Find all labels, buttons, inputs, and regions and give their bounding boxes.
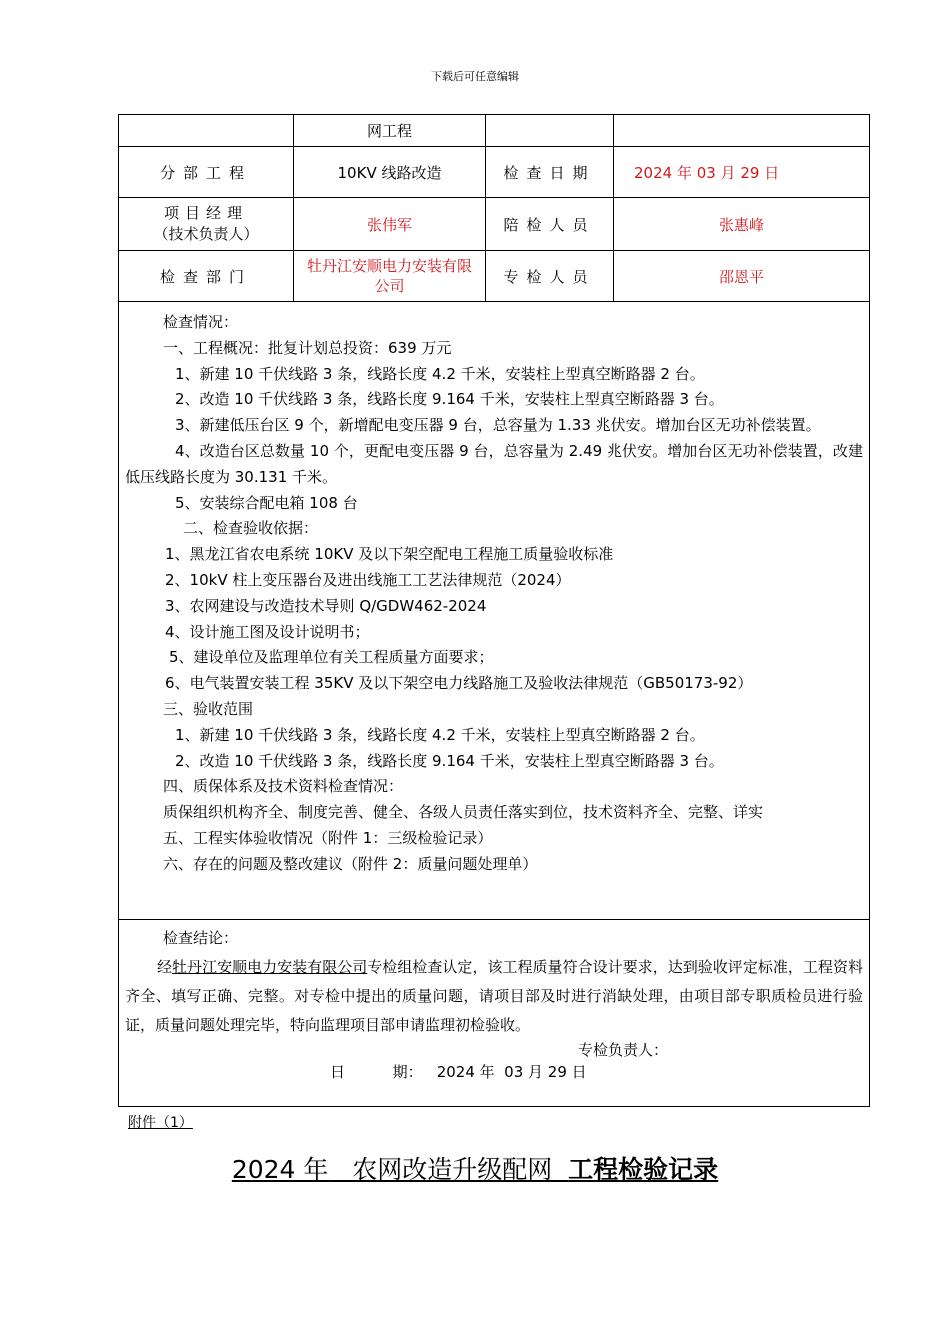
- inspection-dept-label: 检查部门: [119, 251, 294, 302]
- empty-cell: [614, 115, 870, 147]
- signer-label: 专检负责人：: [578, 1041, 669, 1059]
- bottom-title-year: 2024 年: [231, 1155, 329, 1184]
- issues-suggestions: 六、存在的问题及整改建议（附件 2：质量问题处理单）: [163, 854, 538, 873]
- project-manager-label: [119, 198, 294, 251]
- inspection-date-value: 2024 年 03 月 29 日: [614, 147, 870, 198]
- basis-item: 1、黑龙江省农电系统 10KV 及以下架空配电工程施工质量验收标准: [165, 545, 614, 564]
- conclusion-company: 牡丹江安顺电力安装有限公司: [172, 958, 368, 976]
- inspection-date-label: 检查日期: [486, 147, 614, 198]
- overview-item: 2、改造 10 千伏线路 3 条，线路长度 9.164 千米，安装柱上型真空断路器 3 台。: [175, 390, 724, 409]
- basis-item: 4、设计施工图及设计说明书；: [165, 622, 370, 641]
- inspection-situation: [119, 302, 870, 920]
- accompanying-value: 张惠峰: [614, 198, 870, 251]
- situation-heading: 检查情况：: [163, 313, 239, 331]
- project-manager-value: 张伟军: [294, 198, 486, 251]
- overview-item: 4、改造台区总数量 10 个，更配电变压器 9 台，总容量为 2.49 兆伏安。增加台区无功补偿装置，改建低压线路长度为 30.131 千米。: [125, 441, 863, 486]
- quality-heading: 四、质保体系及技术资料检查情况：: [163, 777, 404, 796]
- conclusion-body: 专检组检查认定，该工程质量符合设计要求，达到验收评定标准，工程资料齐全、填写正确、完整。对专检中提出的质量问题，请项目部及时进行消缺处理，由项目部专职质检员进行验证，质量问题处理完毕，特向监理项目部申请监理初检验收。: [125, 958, 863, 1034]
- basis-item: 6、电气装置安装工程 35KV 及以下架空电力线路施工及验收法律规范（GB50173-92）: [165, 674, 753, 693]
- quality-text: 质保组织机构齐全、制度完善、健全、各级人员责任落实到位，技术资料齐全、完整、详实: [163, 803, 764, 822]
- conclusion-text: [125, 953, 863, 1040]
- empty-cell: [486, 115, 614, 147]
- overview-item: 1、新建 10 千伏线路 3 条，线路长度 4.2 千米，安装柱上型真空断路器 2 台。: [175, 364, 705, 383]
- basis-item: 3、农网建设与改造技术导则 Q/GDW462-2024: [165, 596, 487, 615]
- conclusion-date: [125, 1060, 863, 1084]
- project-suffix: 网工程: [294, 115, 486, 147]
- conclusion-date-value: 2024 年 03 月 29 日: [436, 1063, 587, 1081]
- sub-project-value: 10KV 线路改造: [294, 147, 486, 198]
- scope-item: 1、新建 10 千伏线路 3 条，线路长度 4.2 千米，安装柱上型真空断路器 2 台。: [175, 725, 705, 744]
- bottom-title-project: 农网改造升级配网: [328, 1155, 569, 1184]
- scope-heading: 三、验收范围: [163, 699, 254, 718]
- inspector-label: 专检人员: [486, 251, 614, 302]
- bottom-title: [0, 1150, 950, 1186]
- overview-line: 一、工程概况：批复计划总投资：639 万元: [163, 338, 452, 357]
- inspection-form: [118, 114, 870, 1107]
- sub-project-label: 分部工程: [119, 147, 294, 198]
- conclusion-prefix: 经: [157, 958, 173, 976]
- inspector-value: 邵恩平: [614, 251, 870, 302]
- conclusion-heading: 检查结论：: [163, 929, 239, 947]
- inspection-conclusion: [119, 920, 870, 1107]
- project-manager-label-line2: （技术负责人）: [153, 225, 259, 243]
- basis-heading: 二、检查验收依据：: [183, 519, 319, 538]
- conclusion-date-label: 日 期：: [330, 1063, 423, 1081]
- bottom-title-suffix: 工程检验记录: [568, 1155, 719, 1184]
- entity-inspection: 五、工程实体验收情况（附件 1：三级检验记录）: [163, 828, 493, 847]
- overview-item: 5、安装综合配电箱 108 台: [175, 493, 358, 512]
- inspection-dept-value: 牡丹江安顺电力安装有限公司: [294, 251, 486, 302]
- overview-item: 3、新建低压台区 9 个，新增配电变压器 9 台，总容量为 1.33 兆伏安。增加台区无功补偿装置。: [175, 416, 821, 435]
- scope-item: 2、改造 10 千伏线路 3 条，线路长度 9.164 千米，安装柱上型真空断路器 3 台。: [175, 751, 724, 770]
- project-manager-label-line1: 项目经理: [163, 204, 248, 222]
- empty-cell: [119, 115, 294, 147]
- attachment-label: 附件（1）: [128, 1115, 193, 1131]
- basis-item: 2、10kV 柱上变压器台及进出线施工工艺法律规范（2024）: [165, 570, 571, 589]
- basis-item: 5、建设单位及监理单位有关工程质量方面要求；: [169, 648, 494, 667]
- accompanying-label: 陪检人员: [486, 198, 614, 251]
- header-note: 下载后可任意编辑: [431, 70, 519, 83]
